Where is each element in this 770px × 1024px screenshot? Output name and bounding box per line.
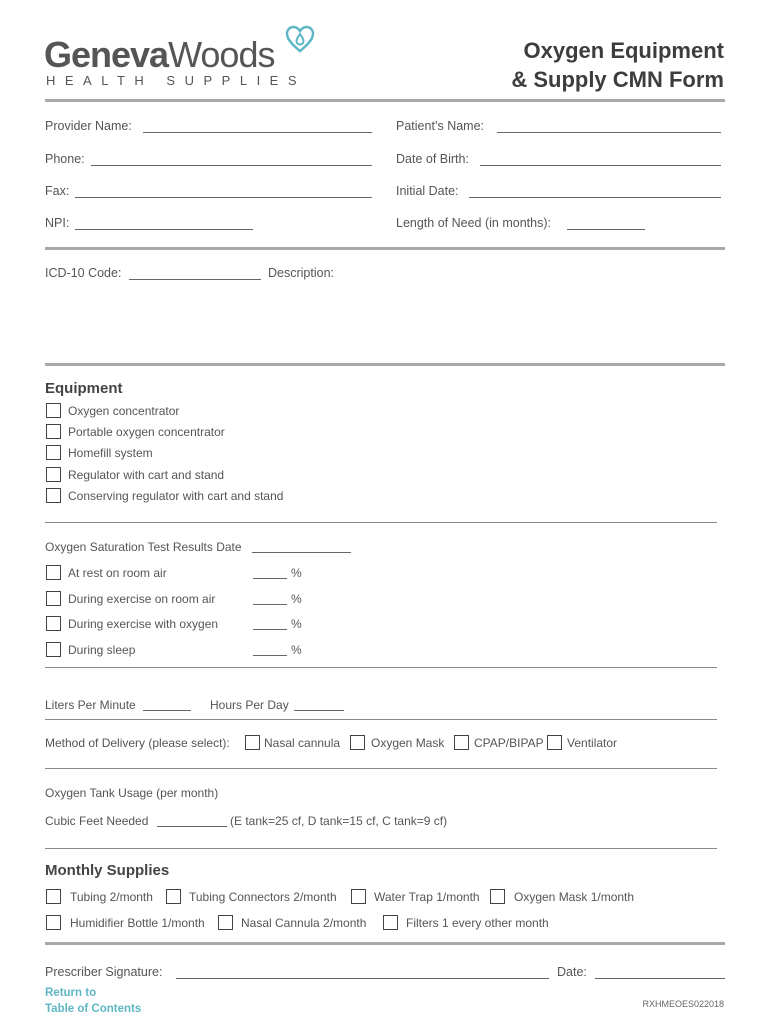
equipment-checkbox[interactable] [46,424,61,439]
return-link-line2: Table of Contents [45,1003,142,1015]
delivery-option: Nasal cannula [264,736,341,750]
supply-item: Humidifier Bottle 1/month [70,916,205,930]
saturation-percent-field[interactable] [253,604,287,605]
liters-per-minute-field[interactable] [143,710,191,711]
saturation-checkbox[interactable] [46,565,61,580]
fields-divider [45,247,725,250]
percent-symbol: % [291,617,302,631]
prescriber-signature-field[interactable] [176,978,549,979]
saturation-date-label: Oxygen Saturation Test Results Date [45,540,242,554]
initial-date-label: Initial Date: [396,184,459,198]
saturation-separator [45,667,717,668]
fax-label: Fax: [45,184,70,198]
provider-name-field[interactable] [143,132,372,133]
form-title-line1: Oxygen Equipment [523,38,724,63]
supply-checkbox[interactable] [46,889,61,904]
delivery-option: CPAP/BIPAP [474,736,544,750]
icd10-field[interactable] [129,279,261,280]
initial-date-field[interactable] [469,197,721,198]
delivery-checkbox-oxygen-mask[interactable] [350,735,365,750]
supply-item: Water Trap 1/month [374,890,480,904]
brand-name-part2: Woods [168,34,275,75]
saturation-percent-field[interactable] [253,629,287,630]
form-title-line2: & Supply CMN Form [511,67,724,92]
percent-symbol: % [291,566,302,580]
supply-checkbox[interactable] [351,889,366,904]
equipment-checkbox[interactable] [46,488,61,503]
delivery-label: Method of Delivery (please select): [45,736,230,750]
tank-usage-label: Oxygen Tank Usage (per month) [45,786,219,800]
saturation-checkbox[interactable] [46,642,61,657]
saturation-percent-field[interactable] [253,655,287,656]
description-label: Description: [268,266,334,280]
equipment-item: Conserving regulator with cart and stand [68,489,284,503]
phone-field[interactable] [91,165,372,166]
supply-checkbox[interactable] [166,889,181,904]
equipment-checkbox[interactable] [46,467,61,482]
npi-label: NPI: [45,216,70,230]
cubic-feet-field[interactable] [157,826,227,827]
equipment-item: Portable oxygen concentrator [68,425,225,439]
saturation-item: During exercise on room air [68,592,216,606]
equipment-item: Homefill system [68,446,153,460]
equipment-separator [45,522,717,523]
diagnosis-divider [45,363,725,366]
supply-checkbox[interactable] [218,915,233,930]
percent-symbol: % [291,643,302,657]
equipment-item: Oxygen concentrator [68,404,180,418]
patient-name-field[interactable] [497,132,721,133]
delivery-checkbox-ventilator[interactable] [547,735,562,750]
dob-label: Date of Birth: [396,152,469,166]
return-to-toc-link[interactable] [45,985,141,1017]
saturation-checkbox[interactable] [46,591,61,606]
patient-name-label: Patient’s Name: [396,119,485,133]
supply-item: Tubing Connectors 2/month [189,890,337,904]
equipment-heading: Equipment [45,380,123,397]
supply-checkbox[interactable] [490,889,505,904]
provider-name-label: Provider Name: [45,119,132,133]
header-divider [45,99,725,102]
delivery-checkbox-cpap[interactable] [454,735,469,750]
saturation-item: During exercise with oxygen [68,617,219,631]
liters-per-minute-label: Liters Per Minute [45,698,136,712]
signature-date-label: Date: [557,965,587,979]
supply-item: Nasal Cannula 2/month [241,916,367,930]
brand-subtitle: HEALTH SUPPLIES [46,73,307,88]
equipment-checkbox[interactable] [46,403,61,418]
length-of-need-label: Length of Need (in months): [396,216,551,230]
delivery-checkbox-nasal-cannula[interactable] [245,735,260,750]
equipment-checkbox[interactable] [46,445,61,460]
form-code: RXHMEOES022018 [642,999,724,1009]
hours-per-day-label: Hours Per Day [210,698,289,712]
delivery-option: Ventilator [567,736,618,750]
prescriber-signature-label: Prescriber Signature: [45,965,163,979]
fax-field[interactable] [75,197,372,198]
delivery-option: Oxygen Mask [371,736,445,750]
supply-item: Filters 1 every other month [406,916,549,930]
supply-checkbox[interactable] [383,915,398,930]
dob-field[interactable] [480,165,721,166]
supply-item: Oxygen Mask 1/month [514,890,635,904]
saturation-item: At rest on room air [68,566,167,580]
percent-symbol: % [291,592,302,606]
saturation-date-field[interactable] [252,552,351,553]
length-of-need-field[interactable] [567,229,645,230]
supplies-divider [45,942,725,945]
supply-item: Tubing 2/month [70,890,153,904]
brand-name-part1: Geneva [44,34,169,75]
flow-separator [45,719,717,720]
return-link-line1: Return to [45,987,97,999]
saturation-checkbox[interactable] [46,616,61,631]
signature-date-field[interactable] [595,978,725,979]
supply-checkbox[interactable] [46,915,61,930]
saturation-item: During sleep [68,643,136,657]
hours-per-day-field[interactable] [294,710,344,711]
tank-note: (E tank=25 cf, D tank=15 cf, C tank=9 cf) [230,814,448,828]
phone-label: Phone: [45,152,85,166]
equipment-item: Regulator with cart and stand [68,468,225,482]
cubic-feet-label: Cubic Feet Needed [45,814,149,828]
delivery-separator [45,768,717,769]
icd10-label: ICD-10 Code: [45,266,122,280]
heart-drop-icon [284,24,316,54]
brand-logo [44,34,274,76]
form-title [511,36,724,94]
supplies-heading: Monthly Supplies [45,862,170,879]
tank-separator [45,848,717,849]
npi-field[interactable] [75,229,253,230]
saturation-percent-field[interactable] [253,578,287,579]
